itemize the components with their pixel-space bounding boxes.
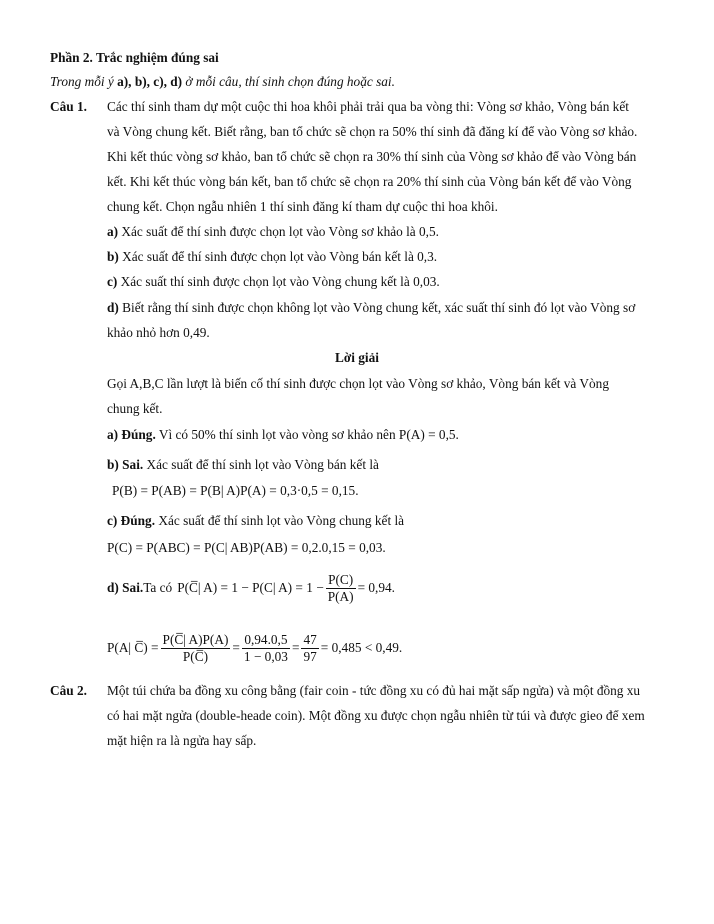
section-instruction [50, 74, 395, 90]
question-2-label: Câu 2. [50, 683, 87, 698]
statement-d: d) Biết rằng thí sinh được chọn không lọt vào Vòng chung kết, xác suất thí sinh đó lọt vào Vòng sơ [107, 300, 636, 315]
instruction-options: a), b), c), d) [117, 74, 183, 89]
fraction-3: $\frac{47}{97}$ [303, 631, 317, 664]
question-1-line: kết. Khi kết thúc vòng bán kết, ban tổ chức sẽ chọn ra 20% thí sinh của Vòng bán kết để vào Vòng [107, 174, 632, 189]
section-title: Phần 2. Trắc nghiệm đúng sai [50, 50, 219, 65]
statement-c: c) Xác suất thí sinh được chọn lọt vào Vòng chung kết là 0,03. [107, 274, 440, 289]
solution-heading: Lời giải [335, 350, 379, 365]
instruction-suffix: ở mỗi câu, thí sinh chọn đúng hoặc sai. [182, 74, 395, 89]
solution-a: a) Đúng. Vì có 50% thí sinh lọt vào vòng sơ khảo nên P(A) = 0,5. [107, 427, 459, 442]
solution-intro-cont: chung kết. [107, 401, 163, 416]
formula-d1-right: = 0,94. [357, 580, 395, 595]
solution-intro: Gọi A,B,C lần lượt là biến cố thí sinh được chọn lọt vào Vòng sơ khảo, Vòng bán kết và Vòng [107, 376, 609, 391]
statement-d-continuation: khảo nhỏ hơn 0,49. [107, 325, 210, 340]
solution-c: c) Đúng. Xác suất để thí sinh lọt vào Vòng chung kết là [107, 513, 405, 528]
question-2-line: có hai mặt ngửa (double-heade coin). Một đồng xu được chọn ngẫu nhiên từ túi và được gieo để xem [107, 708, 645, 723]
instruction-prefix: Trong mỗi ý [50, 74, 118, 89]
fraction-1: $\frac{P(C̅| A)P(A)}{P(C̅)}$ [162, 631, 229, 664]
question-1-line: Các thí sinh tham dự một cuộc thi hoa khôi phải trải qua ba vòng thi: Vòng sơ khảo, Vòng bán kết [107, 99, 629, 114]
question-2-line: Một túi chứa ba đồng xu công bằng (fair coin - tức đồng xu có đủ hai mặt sấp ngửa) và một đồng xu [107, 683, 641, 698]
solution-d: d) Sai. Ta có P(C̅| A) = 1 − P(C| A) = 1 − $\frac{P(C)}{P(A)}$ = 0,94. [107, 571, 395, 604]
statement-a: a) Xác suất để thí sinh được chọn lọt vào Vòng sơ khảo là 0,5. [107, 224, 439, 239]
formula-d1-left: P(C̅| A) = 1 − P(C| A) = 1 − [177, 580, 324, 595]
fraction-2: $\frac{0,94.0,5}{1 - 0,03}$ [243, 631, 288, 664]
question-1-line: Khi kết thúc vòng sơ khảo, ban tổ chức sẽ chọn ra 30% thí sinh của Vòng sơ khảo để vào Vòng bán [107, 149, 637, 164]
question-1-line: và Vòng chung kết. Biết rằng, ban tổ chức sẽ chọn ra 50% thí sinh đã đăng kí để vào Vòng sơ khảo. [107, 124, 638, 139]
question-2-line: mặt hiện ra là ngửa hay sấp. [107, 733, 257, 748]
solution-d-formula2: P(A| C̅) = $\frac{P(C̅| A)P(A)}{P(C̅)}$ = $\frac{0,94.0,5}{1 - 0,03}$ = $\frac{47}{97}$ = 0,485 < 0,49. [107, 631, 403, 664]
question-1-line: chung kết. Chọn ngẫu nhiên 1 thí sinh đăng kí tham dự cuộc thi hoa khôi. [107, 199, 498, 214]
question-1-label: Câu 1. [50, 99, 87, 114]
solution-b-formula: P(B) = P(AB) = P(B| A)P(A) = 0,3·0,5 = 0,15. [112, 483, 359, 498]
fraction-pc-over-pa: $\frac{P(C)}{P(A)}$ [327, 571, 354, 604]
solution-c-formula: P(C) = P(ABC) = P(C| AB)P(AB) = 0,2.0,15 = 0,03. [107, 540, 386, 555]
statement-b: b) Xác suất để thí sinh được chọn lọt vào Vòng bán kết là 0,3. [107, 249, 438, 264]
solution-b: b) Sai. Xác suất để thí sinh lọt vào Vòng bán kết là [107, 457, 379, 472]
